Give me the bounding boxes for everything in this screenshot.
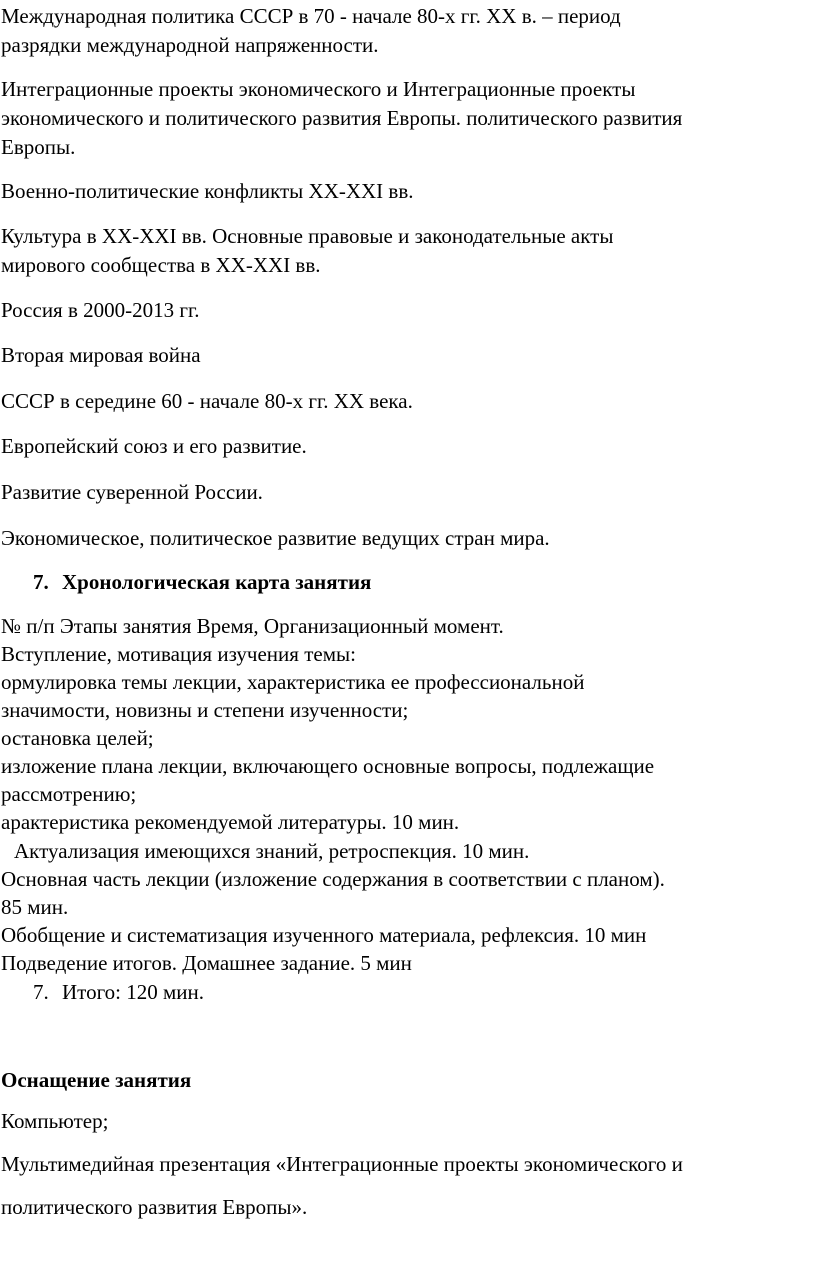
topic-2-line-1: Интеграционные проекты экономического и Интеграционные проекты — [1, 77, 636, 101]
topic-2-line-3: Европы. — [1, 135, 76, 159]
timeline-line-2: Вступление, мотивация изучения темы: — [1, 642, 356, 666]
section-7-number: 7. — [33, 570, 49, 594]
timeline-line-11: 85 мин. — [1, 895, 69, 919]
equipment-title: Оснащение занятия — [1, 1068, 192, 1092]
total-text: Итого: 120 мин. — [62, 980, 205, 1004]
timeline-line-7: рассмотрению; — [1, 782, 137, 806]
topic-4-line-1: Культура в XX-XXI вв. Основные правовые и законодательные акты — [1, 224, 614, 248]
timeline-line-12: Обобщение и систематизация изученного материала, рефлексия. 10 мин — [1, 923, 647, 947]
timeline-line-5: остановка целей; — [1, 726, 154, 750]
topic-2-line-2: экономического и политического развития Европы. политического развития — [1, 106, 683, 130]
topic-10-line-1: Экономическое, политическое развитие ведущих стран мира. — [1, 526, 550, 550]
topic-3-line-1: Военно-политические конфликты XX-XXI вв. — [1, 179, 414, 203]
timeline-line-3: ормулировка темы лекции, характеристика ее профессиональной — [1, 670, 585, 694]
section-7-title: Хронологическая карта занятия — [62, 570, 372, 594]
topic-1-line-1: Международная политика СССР в 70 - начале 80-х гг. XX в. – период — [1, 4, 621, 28]
equipment-item-3: политического развития Европы». — [1, 1195, 308, 1219]
timeline-line-4: значимости, новизны и степени изученности; — [1, 698, 409, 722]
timeline-line-9: Актуализация имеющихся знаний, ретроспекция. 10 мин. — [14, 839, 530, 863]
timeline-line-13: Подведение итогов. Домашнее задание. 5 мин — [1, 951, 412, 975]
topic-8-line-1: Европейский союз и его развитие. — [1, 434, 307, 458]
topic-1-line-2: разрядки международной напряженности. — [1, 33, 379, 57]
equipment-item-2: Мультимедийная презентация «Интеграционные проекты экономического и — [1, 1152, 683, 1176]
topic-9-line-1: Развитие суверенной России. — [1, 480, 263, 504]
timeline-line-8: арактеристика рекомендуемой литературы. 10 мин. — [1, 810, 460, 834]
equipment-item-1: Компьютер; — [1, 1109, 109, 1133]
topic-7-line-1: СССР в середине 60 - начале 80-х гг. XX века. — [1, 389, 413, 413]
timeline-line-6: изложение плана лекции, включающего основные вопросы, подлежащие — [1, 754, 655, 778]
total-number: 7. — [33, 980, 49, 1004]
topic-4-line-2: мирового сообщества в XX-XXI вв. — [1, 253, 321, 277]
topic-5-line-1: Россия в 2000-2013 гг. — [1, 298, 200, 322]
topic-6-line-1: Вторая мировая война — [1, 343, 201, 367]
timeline-line-1: № п/п Этапы занятия Время, Организационный момент. — [1, 614, 504, 638]
timeline-line-10: Основная часть лекции (изложение содержания в соответствии с планом). — [1, 867, 665, 891]
